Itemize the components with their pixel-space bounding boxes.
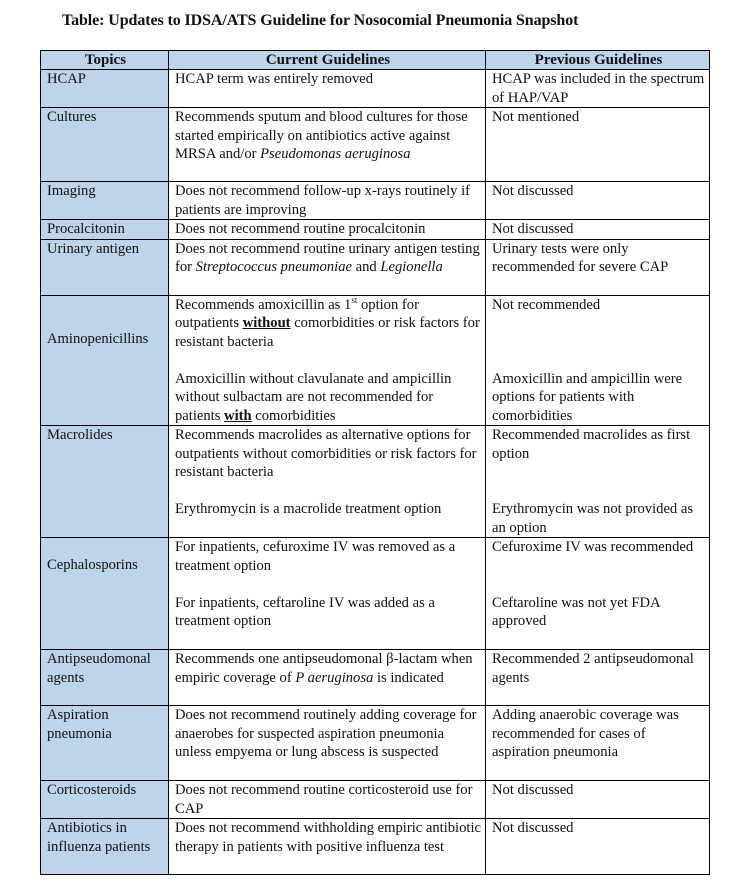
table-row bbox=[41, 70, 710, 108]
topic-cell: HCAP bbox=[41, 70, 169, 108]
previous-cell: Adding anaerobic coverage was recommended for cases of aspiration pneumonia bbox=[486, 706, 710, 781]
current-cell: Does not recommend follow-up x-rays routinely if patients are improving bbox=[169, 182, 486, 220]
guideline-table bbox=[40, 50, 710, 875]
topic-cell: Aspiration pneumonia bbox=[41, 706, 169, 781]
previous-cell: Cefuroxime IV was recommended Ceftaroline was not yet FDA approved bbox=[486, 538, 710, 650]
table-row bbox=[41, 650, 710, 706]
previous-cell: Not discussed bbox=[486, 220, 710, 240]
topic-cell: Aminopenicillins bbox=[41, 295, 169, 426]
previous-cell: HCAP was included in the spectrum of HAP/VAP bbox=[486, 70, 710, 108]
table-row bbox=[41, 182, 710, 220]
current-cell: Does not recommend routine corticosteroid use for CAP bbox=[169, 781, 486, 819]
current-cell: Does not recommend routine procalcitonin bbox=[169, 220, 486, 240]
previous-cell: Urinary tests were only recommended for severe CAP bbox=[486, 239, 710, 295]
table-row bbox=[41, 706, 710, 781]
current-cell: For inpatients, cefuroxime IV was removed as a treatment option For inpatients, ceftaroline IV was added as a treatment option bbox=[169, 538, 486, 650]
current-cell: Recommends amoxicillin as 1st option for outpatients without comorbidities or risk factors for resistant bacteria Amoxicillin without clavulanate and ampicillin without sulbactam are not recommended for patients with comorbidities bbox=[169, 295, 486, 426]
current-cell: HCAP term was entirely removed bbox=[169, 70, 486, 108]
previous-cell: Not discussed bbox=[486, 781, 710, 819]
previous-cell: Recommended macrolides as first option Erythromycin was not provided as an option bbox=[486, 426, 710, 538]
header-current: Current Guidelines bbox=[169, 51, 486, 70]
topic-cell: Antibiotics in influenza patients bbox=[41, 819, 169, 875]
table-row bbox=[41, 781, 710, 819]
previous-cell: Not recommended Amoxicillin and ampicillin were options for patients with comorbidities bbox=[486, 295, 710, 426]
topic-cell: Cephalosporins bbox=[41, 538, 169, 650]
topic-cell: Procalcitonin bbox=[41, 220, 169, 240]
current-cell: Does not recommend routinely adding coverage for anaerobes for suspected aspiration pneumonia unless empyema or lung abscess is suspected bbox=[169, 706, 486, 781]
table-title: Table: Updates to IDSA/ATS Guideline for Nosocomial Pneumonia Snapshot bbox=[62, 12, 579, 29]
header-topics: Topics bbox=[41, 51, 169, 70]
current-cell: Recommends macrolides as alternative options for outpatients without comorbidities or risk factors for resistant bacteria Erythromycin is a macrolide treatment option bbox=[169, 426, 486, 538]
table-row bbox=[41, 220, 710, 240]
topic-cell: Antipseudomonal agents bbox=[41, 650, 169, 706]
header-previous: Previous Guidelines bbox=[486, 51, 710, 70]
table-row bbox=[41, 426, 710, 538]
current-cell: Does not recommend routine urinary antigen testing for Streptococcus pneumoniae and Legionella bbox=[169, 239, 486, 295]
table-row bbox=[41, 295, 710, 426]
current-cell: Does not recommend withholding empiric antibiotic therapy in patients with positive influenza test bbox=[169, 819, 486, 875]
topic-cell: Imaging bbox=[41, 182, 169, 220]
previous-cell: Not mentioned bbox=[486, 108, 710, 182]
table-row bbox=[41, 108, 710, 182]
previous-cell: Not discussed bbox=[486, 182, 710, 220]
topic-cell: Macrolides bbox=[41, 426, 169, 538]
topic-cell: Urinary antigen bbox=[41, 239, 169, 295]
table-row bbox=[41, 819, 710, 875]
topic-cell: Cultures bbox=[41, 108, 169, 182]
table-header-row bbox=[41, 51, 710, 70]
previous-cell: Recommended 2 antipseudomonal agents bbox=[486, 650, 710, 706]
table-row bbox=[41, 239, 710, 295]
table-row bbox=[41, 538, 710, 650]
previous-cell: Not discussed bbox=[486, 819, 710, 875]
current-cell: Recommends sputum and blood cultures for those started empirically on antibiotics active against MRSA and/or Pseudomonas aeruginosa bbox=[169, 108, 486, 182]
topic-cell: Corticosteroids bbox=[41, 781, 169, 819]
current-cell: Recommends one antipseudomonal β-lactam when empiric coverage of P aeruginosa is indicated bbox=[169, 650, 486, 706]
